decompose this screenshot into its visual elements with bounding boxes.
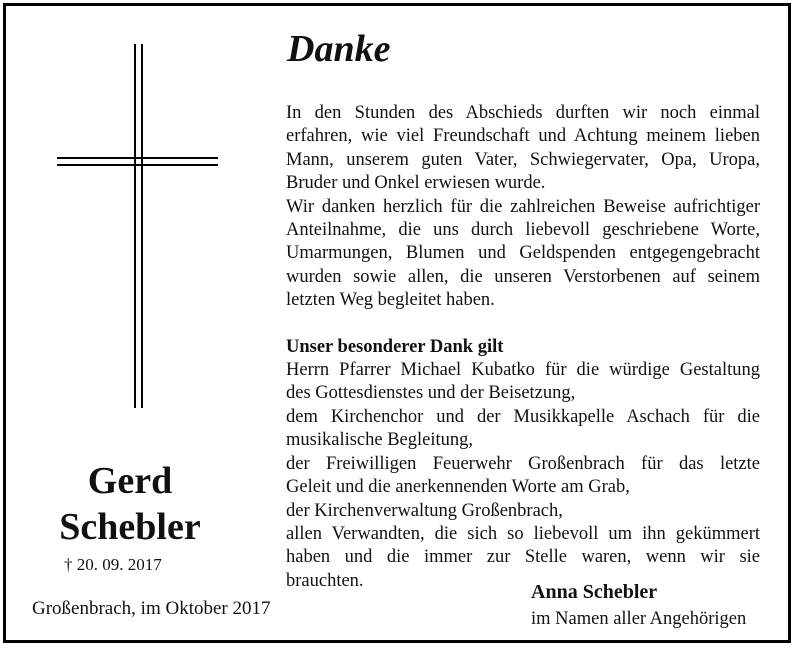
body-line: Herrn Pfarrer Michael Kubatko für die würdige Gestaltung	[286, 360, 760, 381]
body-line: brauchten.	[286, 570, 364, 591]
signature-subtitle: im Namen aller Angehörigen	[531, 609, 747, 629]
body-line: Umarmungen, Blumen und Geldspenden entgegengebracht	[286, 243, 760, 264]
body-line: Anteilnahme, die uns durch liebevoll geschriebene Worte,	[286, 220, 760, 241]
body-line: haben und die immer zur Stelle waren, wenn wir sie	[286, 547, 760, 568]
death-date: † 20. 09. 2017	[64, 555, 162, 574]
cross-joint	[136, 159, 141, 164]
body-line: wurden sowie allen, die unseren Verstorbenen auf seinem	[286, 266, 760, 287]
place-and-date: Großenbrach, im Oktober 2017	[32, 598, 271, 619]
body-line: des Gottesdienstes und der Beisetzung,	[286, 383, 576, 404]
body-line: dem Kirchenchor und der Musikkapelle Aschach für die	[286, 406, 760, 427]
body-line: Bruder und Onkel erwiesen wurde.	[286, 173, 546, 194]
body-line: der Freiwilligen Feuerwehr Großenbrach für das letzte	[286, 453, 760, 474]
body-line: letzten Weg begleitet haben.	[286, 290, 495, 311]
body-line: In den Stunden des Abschieds durften wir noch einmal	[286, 103, 760, 123]
body-line: Wir danken herzlich für die zahlreichen Beweise aufrichtiger	[286, 196, 760, 217]
body-line: musikalische Begleitung,	[286, 430, 474, 451]
cross-vertical-bar	[134, 44, 143, 408]
body-line: allen Verwandten, die sich so liebevoll um ihn gekümmert	[286, 523, 760, 544]
body-line: erfahren, wie viel Freundschaft und Achtung meinem lieben	[286, 126, 760, 147]
thanks-heading: Unser besonderer Dank gilt	[286, 336, 504, 357]
body-line: der Kirchenverwaltung Großenbrach,	[286, 500, 563, 521]
body-line: Geleit und die anerkennenden Worte am Grab,	[286, 477, 630, 498]
message-body	[286, 102, 760, 593]
signature-name: Anna Schebler	[531, 581, 658, 603]
deceased-last-name: Schebler	[59, 506, 201, 548]
body-line: Mann, unserem guten Vater, Schwiegervater, Opa, Uropa,	[286, 149, 760, 170]
paragraph-gap	[286, 313, 760, 336]
heading-danke: Danke	[287, 28, 391, 70]
deceased-first-name: Gerd	[87, 460, 173, 502]
